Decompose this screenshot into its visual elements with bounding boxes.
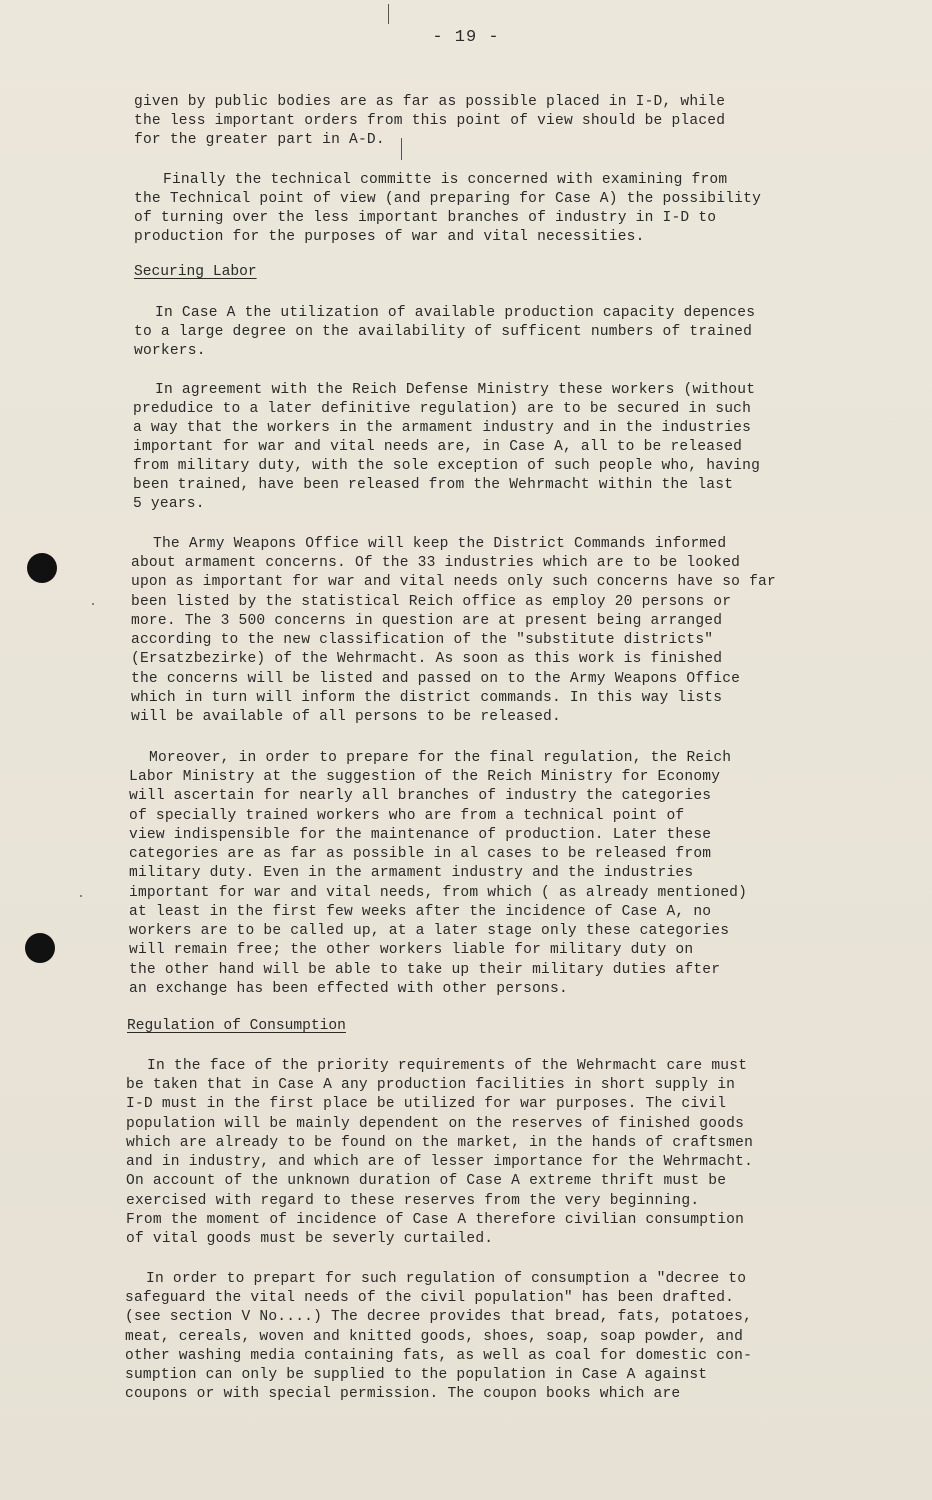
- stray-mark: [388, 4, 389, 24]
- text-line: From the moment of incidence of Case A therefore civilian consumption: [126, 1212, 745, 1228]
- text-line: coupons or with special permission. The coupon books which are: [125, 1386, 681, 1402]
- text-line: of turning over the less important branches of industry in I-D to: [134, 210, 717, 226]
- text-line: the other hand will be able to take up their military duties after: [129, 962, 721, 978]
- text-line: and in industry, and which are of lesser importance for the Wehrmacht.: [126, 1154, 754, 1170]
- punch-hole: [27, 553, 57, 583]
- text-line: Labor Ministry at the suggestion of the Reich Ministry for Economy: [129, 769, 721, 785]
- text-line: will remain free; the other workers liable for military duty on: [129, 942, 694, 958]
- page-number: - 19 -: [432, 28, 500, 47]
- text-line: be taken that in Case A any production facilities in short supply in: [126, 1077, 736, 1093]
- text-line: at least in the first few weeks after the incidence of Case A, no: [129, 904, 712, 920]
- text-line: view indispensible for the maintenance of production. Later these: [129, 827, 712, 843]
- section-heading: Regulation of Consumption: [127, 1018, 346, 1034]
- text-line: meat, cereals, woven and knitted goods, shoes, soap, soap powder, and: [125, 1329, 744, 1345]
- text-line: In the face of the priority requirements of the Wehrmacht care must: [147, 1058, 748, 1074]
- text-line: upon as important for war and vital needs only such concerns have so far: [131, 574, 776, 590]
- text-line: of specially trained workers who are from a technical point of: [129, 808, 685, 824]
- text-line: (Ersatzbezirke) of the Wehrmacht. As soon as this work is finished: [131, 651, 723, 667]
- text-line: will be available of all persons to be released.: [131, 709, 561, 725]
- text-line: the Technical point of view (and preparing for Case A) the possibility: [134, 191, 762, 207]
- text-line: which are already to be found on the market, in the hands of craftsmen: [126, 1135, 754, 1151]
- text-line: categories are as far as possible in al cases to be released from: [129, 846, 712, 862]
- text-line: about armament concerns. Of the 33 industries which are to be looked: [131, 555, 741, 571]
- text-line: more. The 3 500 concerns in question are at present being arranged: [131, 613, 723, 629]
- text-line: important for war and vital needs are, in Case A, all to be released: [133, 439, 743, 455]
- text-line: (see section V No....) The decree provides that bread, fats, potatoes,: [125, 1309, 753, 1325]
- text-line: exercised with regard to these reserves from the very beginning.: [126, 1193, 700, 1209]
- text-line: a way that the workers in the armament industry and in the industries: [133, 420, 752, 436]
- section-heading: Securing Labor: [134, 264, 257, 280]
- text-line: 5 years.: [133, 496, 205, 512]
- text-line: sumption can only be supplied to the population in Case A against: [125, 1367, 708, 1383]
- text-line: according to the new classification of the "substitute districts": [131, 632, 714, 648]
- text-line: predudice to a later definitive regulation) are to be secured in such: [133, 401, 752, 417]
- text-line: of vital goods must be severly curtailed.: [126, 1231, 494, 1247]
- text-line: the concerns will be listed and passed on to the Army Weapons Office: [131, 671, 741, 687]
- text-line: In Case A the utilization of available production capacity depences: [155, 305, 756, 321]
- text-line: military duty. Even in the armament industry and the industries: [129, 865, 694, 881]
- text-line: Finally the technical committe is concerned with examining from: [163, 172, 728, 188]
- text-line: On account of the unknown duration of Case A extreme thrift must be: [126, 1173, 727, 1189]
- text-line: been trained, have been released from the Wehrmacht within the last: [133, 477, 734, 493]
- text-line: other washing media containing fats, as well as coal for domestic con-: [125, 1348, 753, 1364]
- text-line: In order to prepart for such regulation of consumption a "decree to: [146, 1271, 747, 1287]
- punch-hole: [25, 933, 55, 963]
- text-line: I-D must in the first place be utilized for war purposes. The civil: [126, 1096, 727, 1112]
- text-line: The Army Weapons Office will keep the District Commands informed: [153, 536, 727, 552]
- text-line: to a large degree on the availability of sufficent numbers of trained: [134, 324, 753, 340]
- paper-speck: [80, 895, 82, 897]
- text-line: been listed by the statistical Reich office as employ 20 persons or: [131, 594, 732, 610]
- text-line: an exchange has been effected with other persons.: [129, 981, 568, 997]
- text-line: from military duty, with the sole exception of such people who, having: [133, 458, 761, 474]
- text-line: safeguard the vital needs of the civil population" has been drafted.: [125, 1290, 735, 1306]
- text-line: will ascertain for nearly all branches of industry the categories: [129, 788, 712, 804]
- text-line: the less important orders from this point of view should be placed: [134, 113, 726, 129]
- text-line: workers are to be called up, at a later stage only these categories: [129, 923, 730, 939]
- text-line: population will be mainly dependent on the reserves of finished goods: [126, 1116, 745, 1132]
- text-line: given by public bodies are as far as possible placed in I-D, while: [134, 94, 726, 110]
- text-line: important for war and vital needs, from which ( as already mentioned): [129, 885, 748, 901]
- text-line: workers.: [134, 343, 206, 359]
- text-line: Moreover, in order to prepare for the final regulation, the Reich: [149, 750, 732, 766]
- text-line: In agreement with the Reich Defense Ministry these workers (without: [155, 382, 756, 398]
- paper-speck: [92, 603, 94, 605]
- text-line: which in turn will inform the district commands. In this way lists: [131, 690, 723, 706]
- text-line: production for the purposes of war and vital necessities.: [134, 229, 645, 245]
- text-line: for the greater part in A-D.: [134, 132, 385, 148]
- stray-mark: [401, 138, 402, 160]
